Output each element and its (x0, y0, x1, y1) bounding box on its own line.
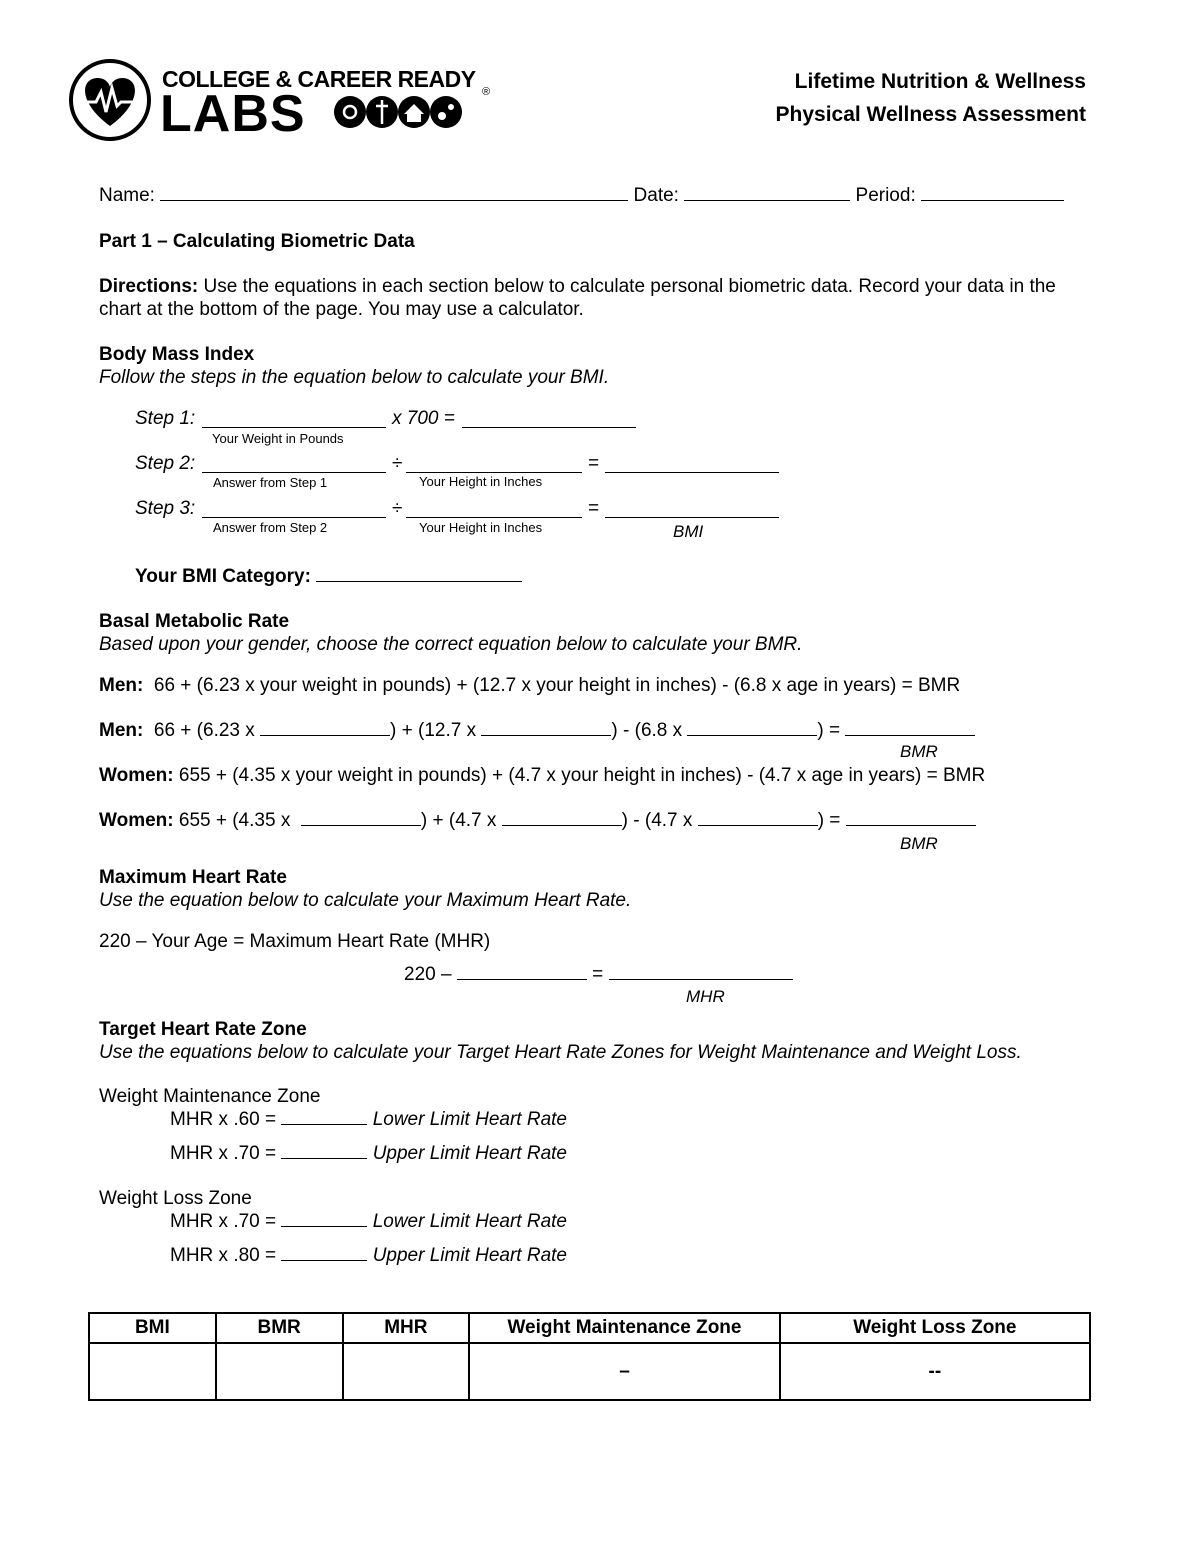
date-field[interactable] (684, 199, 850, 201)
career-icons (332, 94, 492, 134)
bmr-men-result-caption: BMR (900, 742, 938, 761)
bmr-women-fill-label: Women: (99, 810, 174, 831)
bmr-women-formula-text: 655 + (4.35 x your weight in pounds) + (4.7 x your height in inches) - (4.7 x age in years) = BMR (178, 765, 986, 786)
summary-header-mhr: MHR (343, 1313, 470, 1343)
logo-line2: LABS (160, 85, 306, 143)
summary-header-bmi: BMI (89, 1313, 216, 1343)
thr-m-lower-label: Lower Limit Heart Rate (372, 1109, 567, 1130)
assessment-title: Physical Wellness Assessment (775, 103, 1086, 126)
directions-text1: Use the equations in each section below to calculate personal biometric data. Record your data in the (198, 276, 1056, 297)
thr-m-upper-field[interactable] (281, 1157, 367, 1159)
thr-loss-label: Weight Loss Zone (99, 1188, 252, 1209)
thr-l-upper-field[interactable] (281, 1259, 367, 1261)
summary-cell-bmi[interactable] (89, 1343, 216, 1400)
bmi-step2-caption-a: Answer from Step 1 (213, 475, 328, 490)
bmr-men-formula (99, 675, 960, 697)
bmi-heading: Body Mass Index (99, 344, 255, 365)
mhr-fill-a: 220 – (404, 964, 452, 985)
bmi-step2-label: Step 2: (135, 453, 196, 474)
thr-instruction: Use the equations below to calculate your Target Heart Rate Zones for Weight Maintenance and Weight Loss. (99, 1042, 1022, 1063)
mhr-fill-b: = (592, 964, 604, 985)
thr-m-lower-eq: MHR x .60 = (170, 1109, 277, 1130)
bmr-women-result-field[interactable] (846, 824, 976, 826)
mhr-instruction: Use the equation below to calculate your Maximum Heart Rate. (99, 890, 632, 911)
thr-maintenance-label: Weight Maintenance Zone (99, 1086, 321, 1107)
bmi-step3-caption-b: Your Height in Inches (419, 520, 543, 535)
bmi-step1-caption: Your Weight in Pounds (212, 431, 344, 446)
period-label: Period: (855, 185, 916, 206)
logo-line1: COLLEGE & CAREER READY (162, 66, 476, 92)
bmi-step3-div: ÷ (392, 498, 403, 519)
bmi-step1-result-field[interactable] (462, 427, 636, 428)
bmi-step2-caption-b: Your Height in Inches (419, 474, 543, 489)
summary-data-row (89, 1343, 1090, 1400)
bmr-men-height-field[interactable] (481, 734, 611, 736)
bmi-step2-div: ÷ (392, 453, 403, 474)
directions-label: Directions: (99, 276, 199, 297)
bmi-category (135, 566, 522, 588)
bmi-category-field[interactable] (316, 580, 522, 582)
mhr-age-field[interactable] (457, 978, 587, 980)
bmi-step2-a-field[interactable] (202, 472, 386, 473)
name-field[interactable] (160, 199, 628, 201)
bmr-men-formula-text: 66 + (6.23 x your weight in pounds) + (12.7 x your height in inches) - (6.8 x age in years) = BMR (153, 675, 961, 696)
summary-table (88, 1312, 1091, 1401)
bmr-heading: Basal Metabolic Rate (99, 611, 290, 632)
bmr-women-label: Women: (99, 765, 174, 786)
bmi-step3-caption-a: Answer from Step 2 (213, 520, 328, 535)
bmi-step3-label: Step 3: (135, 498, 196, 519)
thr-m-upper-label: Upper Limit Heart Rate (372, 1143, 567, 1164)
bmi-result-caption: BMI (673, 522, 704, 541)
mhr-heading: Maximum Heart Rate (99, 867, 287, 888)
bmi-category-label: Your BMI Category: (135, 566, 311, 587)
thr-l-lower (170, 1211, 567, 1233)
bmr-men-result-field[interactable] (845, 734, 975, 736)
directions-line2: chart at the bottom of the page. You may use a calculator. (99, 299, 584, 320)
part-title: Part 1 – Calculating Biometric Data (99, 231, 415, 252)
bmr-women-fill-b: ) + (4.7 x (420, 810, 497, 831)
mhr-result-field[interactable] (609, 978, 793, 980)
bmr-instruction: Based upon your gender, choose the correct equation below to calculate your BMR. (99, 634, 803, 655)
thr-l-lower-eq: MHR x .70 = (170, 1211, 277, 1232)
registered-mark: ® (482, 86, 491, 98)
bmi-step1-op: x 700 = (392, 408, 455, 429)
summary-cell-bmr[interactable] (216, 1343, 343, 1400)
bmi-step3-b-field[interactable] (406, 517, 582, 518)
bmr-women-fill-a: 655 + (4.35 x (178, 810, 291, 831)
bmr-women-fill-d: ) = (817, 810, 841, 831)
summary-header-maintenance: Weight Maintenance Zone (469, 1313, 779, 1343)
bmr-men-age-field[interactable] (687, 734, 817, 736)
name-label: Name: (99, 185, 155, 206)
bmi-result-field[interactable] (605, 517, 779, 518)
bmr-women-height-field[interactable] (502, 824, 622, 826)
bmr-men-fill-c: ) - (6.8 x (611, 720, 683, 741)
heart-monitor-logo-icon (68, 58, 152, 142)
thr-m-lower (170, 1109, 567, 1131)
bmr-men-fill-a: 66 + (6.23 x (153, 720, 255, 741)
bmi-step2-b-field[interactable] (406, 472, 582, 473)
thr-m-upper-eq: MHR x .70 = (170, 1143, 277, 1164)
bmr-men-fill-d: ) = (817, 720, 841, 741)
logo (68, 58, 508, 144)
bmr-women-fill-c: ) - (4.7 x (621, 810, 693, 831)
summary-cell-loss[interactable]: -- (780, 1343, 1090, 1400)
thr-l-upper (170, 1245, 567, 1267)
bmi-step2-result-field[interactable] (605, 472, 779, 473)
bmr-men-fill-label: Men: (99, 720, 144, 741)
course-title: Lifetime Nutrition & Wellness (794, 70, 1086, 93)
thr-l-upper-label: Upper Limit Heart Rate (372, 1245, 567, 1266)
thr-l-lower-field[interactable] (281, 1225, 367, 1227)
bmi-step3-a-field[interactable] (202, 517, 386, 518)
bmr-men-fill (99, 720, 975, 742)
mhr-fill (404, 964, 793, 986)
summary-cell-maintenance[interactable]: – (469, 1343, 779, 1400)
thr-m-upper (170, 1143, 567, 1165)
thr-m-lower-field[interactable] (281, 1123, 367, 1125)
summary-header-loss: Weight Loss Zone (780, 1313, 1090, 1343)
thr-l-lower-label: Lower Limit Heart Rate (372, 1211, 567, 1232)
bmr-women-age-field[interactable] (698, 824, 818, 826)
summary-header-bmr: BMR (216, 1313, 343, 1343)
bmi-step1-label: Step 1: (135, 408, 196, 429)
bmi-step2-eq: = (588, 453, 600, 474)
bmi-step3-eq: = (588, 498, 600, 519)
bmi-weight-field[interactable] (202, 427, 386, 428)
mhr-result-caption: MHR (686, 987, 725, 1006)
bmi-instruction: Follow the steps in the equation below to calculate your BMI. (99, 367, 610, 388)
bmr-men-weight-field[interactable] (260, 734, 390, 736)
date-label: Date: (633, 185, 679, 206)
period-field[interactable] (921, 199, 1064, 201)
bmr-women-formula (99, 765, 985, 787)
bmr-women-result-caption: BMR (900, 834, 938, 853)
summary-header-row (89, 1313, 1090, 1343)
mhr-formula: 220 – Your Age = Maximum Heart Rate (MHR) (99, 931, 491, 952)
summary-cell-mhr[interactable] (343, 1343, 470, 1400)
thr-heading: Target Heart Rate Zone (99, 1019, 307, 1040)
directions-line1 (99, 276, 1056, 298)
bmr-men-label: Men: (99, 675, 144, 696)
bmr-women-weight-field[interactable] (301, 824, 421, 826)
bmr-women-fill (99, 810, 976, 832)
bmr-men-fill-b: ) + (12.7 x (390, 720, 477, 741)
name-date-period-row (99, 185, 1064, 207)
thr-l-upper-eq: MHR x .80 = (170, 1245, 277, 1266)
